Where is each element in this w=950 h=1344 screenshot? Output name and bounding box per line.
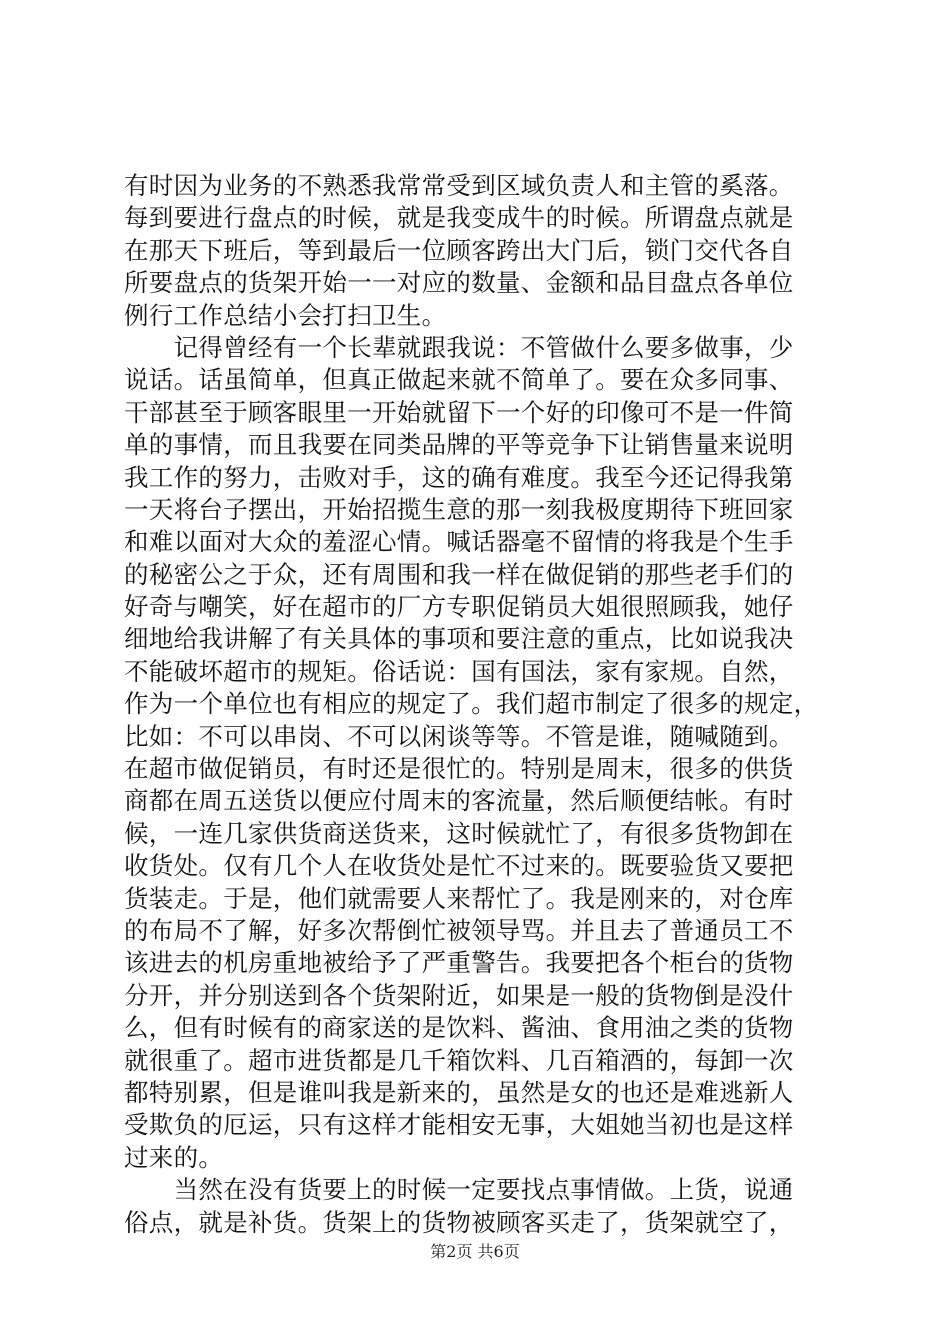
text-line: 么，但有时候有的商家送的是饮料、酱油、食用油之类的货物: [124, 1013, 794, 1043]
text-line: 在那天下班后，等到最后一位顾客跨出大门后，锁门交代各自: [124, 235, 794, 265]
text-line: 干部甚至于顾客眼里一开始就留下一个好的印像可不是一件简: [124, 397, 794, 427]
text-line: 说话。话虽简单，但真正做起来就不简单了。要在众多同事、: [124, 365, 794, 395]
text-line: 在超市做促销员，有时还是很忙的。特别是周末，很多的供货: [124, 754, 794, 784]
text-line: 不能破坏超市的规矩。俗话说：国有国法，家有家规。自然，: [124, 656, 794, 686]
text-line: 当然在没有货要上的时候一定要找点事情做。上货，说通: [124, 1175, 794, 1205]
text-line: 就很重了。超市进货都是几千箱饮料、几百箱酒的，每卸一次: [124, 1045, 794, 1075]
text-line: 收货处。仅有几个人在收货处是忙不过来的。既要验货又要把: [124, 851, 794, 881]
text-line: 单的事情，而且我要在同类品牌的平等竞争下让销售量来说明: [124, 430, 794, 460]
text-line: 例行工作总结小会打扫卫生。: [124, 300, 447, 330]
text-line: 细地给我讲解了有关具体的事项和要注意的重点，比如说我决: [124, 624, 794, 654]
body-text: [124, 170, 844, 1239]
text-line: 比如：不可以串岗、不可以闲谈等等。不管是谁，随喊随到。: [124, 721, 794, 751]
text-line: 好奇与嘲笑，好在超市的厂方专职促销员大姐很照顾我，她仔: [124, 592, 794, 622]
text-line: 作为一个单位也有相应的规定了。我们超市制定了很多的规定，: [124, 689, 819, 719]
text-line: 俗点，就是补货。货架上的货物被顾客买走了，货架就空了，: [124, 1207, 794, 1237]
text-line: 的布局不了解，好多次帮倒忙被领导骂。并且去了普通员工不: [124, 915, 794, 945]
text-line: 货装走。于是，他们就需要人来帮忙了。我是刚来的，对仓库: [124, 883, 794, 913]
text-line: 受欺负的厄运，只有这样才能相安无事，大姐她当初也是这样: [124, 1110, 794, 1140]
text-line: 所要盘点的货架开始一一对应的数量、金额和品目盘点各单位: [124, 268, 794, 298]
text-line: 和难以面对大众的羞涩心情。喊话器毫不留情的将我是个生手: [124, 527, 794, 557]
text-line: 候，一连几家供货商送货来，这时候就忙了，有很多货物卸在: [124, 818, 794, 848]
text-line: 有时因为业务的不熟悉我常常受到区域负责人和主管的奚落。: [124, 171, 794, 200]
text-line: 都特别累，但是谁叫我是新来的，虽然是女的也还是难逃新人: [124, 1077, 794, 1107]
text-line: 过来的。: [124, 1142, 224, 1172]
text-line: 的秘密公之于众，还有周围和我一样在做促销的那些老手们的: [124, 559, 794, 589]
text-line: 该进去的机房重地被给予了严重警告。我要把各个柜台的货物: [124, 948, 794, 978]
text-line: 商都在周五送货以便应付周末的客流量，然后顺便结帐。有时: [124, 786, 794, 816]
text-line: 我工作的努力，击败对手，这的确有难度。我至今还记得我第: [124, 462, 794, 492]
text-line: 记得曾经有一个长辈就跟我说：不管做什么要多做事，少: [124, 332, 794, 362]
page-number-footer: 第2页 共6页: [430, 1242, 520, 1261]
text-line: 每到要进行盘点的时候，就是我变成牛的时候。所谓盘点就是: [124, 203, 794, 233]
text-line: 分开，并分别送到各个货架附近，如果是一般的货物倒是没什: [124, 980, 794, 1010]
text-line: 一天将台子摆出，开始招揽生意的那一刻我极度期待下班回家: [124, 494, 794, 524]
